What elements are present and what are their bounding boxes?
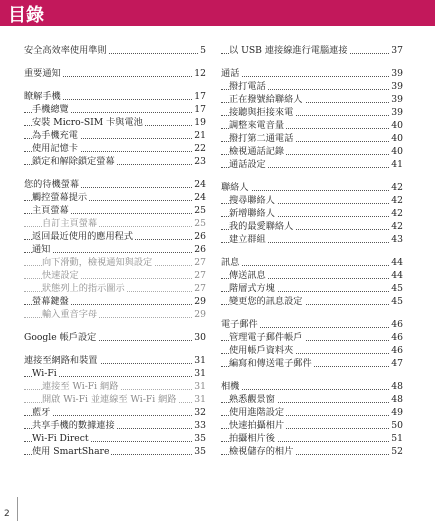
toc-entry-page: 40 (391, 133, 403, 144)
toc-entry-page: 46 (391, 332, 403, 343)
toc-entry-page: 22 (194, 143, 206, 154)
toc-entry-title: 通話設定 (229, 159, 266, 170)
toc-entry-page: 51 (391, 433, 403, 444)
toc-entry-title: 訊息 (221, 257, 240, 268)
toc-entry-page: 43 (391, 234, 403, 245)
section-spacer (24, 321, 206, 331)
toc-section-entry[interactable] (221, 295, 403, 308)
toc-entry-page: 25 (194, 218, 206, 229)
toc-entry-page: 46 (391, 345, 403, 356)
toc-entry-title: 聯絡人 (221, 182, 249, 193)
toc-entry-page: 37 (391, 45, 403, 56)
toc-entry-page: 47 (391, 358, 403, 369)
toc-entry-title: 接聽與拒接來電 (229, 107, 294, 118)
toc-entry-page: 52 (391, 446, 403, 457)
toc-chapter-entry[interactable] (221, 181, 403, 194)
toc-section-entry[interactable] (221, 406, 403, 419)
toc-subsection-entry[interactable] (24, 256, 206, 269)
toc-section-entry[interactable] (221, 220, 403, 233)
toc-section-entry[interactable] (221, 269, 403, 282)
toc-section-entry[interactable] (24, 191, 206, 204)
toc-section-entry[interactable] (221, 357, 403, 370)
toc-section-entry[interactable] (221, 132, 403, 145)
toc-section-entry[interactable] (24, 295, 206, 308)
toc-section-entry[interactable] (221, 194, 403, 207)
toc-entry-title: 螢幕鍵盤 (32, 296, 69, 307)
toc-entry-title: 檢視儲存的相片 (229, 446, 294, 457)
toc-entry-title: 調整來電音量 (229, 120, 285, 131)
toc-entry-title: 返回最近使用的應用程式 (32, 231, 134, 242)
toc-section-entry[interactable] (24, 419, 206, 432)
toc-section-entry[interactable] (221, 93, 403, 106)
toc-section-entry[interactable] (24, 243, 206, 256)
toc-entry-title: 重要通知 (24, 68, 61, 79)
toc-chapter-entry[interactable] (221, 256, 403, 269)
toc-section-entry[interactable] (221, 282, 403, 295)
toc-chapter-entry[interactable] (24, 354, 206, 367)
toc-entry-title: 使用記憶卡 (32, 143, 78, 154)
toc-section-entry[interactable] (221, 207, 403, 220)
toc-entry-title: 編寫和傳送電子郵件 (229, 358, 312, 369)
toc-entry-title: 手機總覽 (32, 104, 69, 115)
toc-entry-page: 46 (391, 319, 403, 330)
toc-entry-title: 鎖定和解除鎖定螢幕 (32, 156, 115, 167)
toc-entry-page: 35 (194, 433, 206, 444)
toc-entry-title: 您的待機螢幕 (24, 179, 80, 190)
toc-entry-page: 30 (194, 332, 206, 343)
toc-entry-title: 相機 (221, 381, 240, 392)
toc-entry-page: 17 (194, 91, 206, 102)
toc-chapter-entry[interactable] (24, 44, 206, 57)
toc-entry-page: 39 (391, 81, 403, 92)
toc-entry-page: 24 (194, 192, 206, 203)
toc-section-entry[interactable] (221, 445, 403, 458)
section-spacer (221, 171, 403, 181)
toc-entry-title: 階層式方塊 (229, 283, 275, 294)
toc-entry-page: 44 (391, 257, 403, 268)
section-spacer (221, 246, 403, 256)
toc-entry-title: 變更您的訊息設定 (229, 296, 303, 307)
toc-section-entry[interactable] (24, 155, 206, 168)
toc-section-entry[interactable] (221, 432, 403, 445)
toc-entry-page: 27 (194, 283, 206, 294)
toc-entry-title: 快速拍攝相片 (229, 420, 285, 431)
toc-chapter-entry[interactable] (24, 67, 206, 80)
toc-section-entry[interactable] (221, 233, 403, 246)
toc-entry-title: 建立群組 (229, 234, 266, 245)
toc-entry-page: 31 (194, 368, 206, 379)
toc-entry-title: Wi-Fi Direct (32, 433, 89, 444)
toc-section-entry[interactable] (24, 103, 206, 116)
toc-chapter-entry[interactable] (221, 380, 403, 393)
toc-entry-title: 狀態列上的指示圖示 (42, 283, 125, 294)
toc-subsection-entry[interactable] (24, 217, 206, 230)
toc-entry-page: 17 (194, 104, 206, 115)
toc-entry-page: 24 (194, 179, 206, 190)
toc-entry-page: 45 (391, 296, 403, 307)
toc-entry-title: 輸入重音字母 (42, 309, 98, 320)
toc-chapter-entry[interactable] (221, 318, 403, 331)
toc-entry-page: 41 (391, 159, 403, 170)
toc-entry-title: 電子郵件 (221, 319, 258, 330)
toc-section-entry[interactable] (24, 230, 206, 243)
toc-entry-title: Google 帳戶設定 (24, 332, 97, 343)
page-title: 目錄 (8, 5, 44, 26)
toc-section-entry[interactable] (24, 204, 206, 217)
toc-entry-title: 快速設定 (42, 270, 79, 281)
toc-entry-title: 使用帳戶資料夾 (229, 345, 294, 356)
section-spacer (24, 80, 206, 90)
toc-section-entry[interactable] (24, 367, 206, 380)
toc-entry-title: 主頁螢幕 (32, 205, 69, 216)
toc-entry-title: 連接至 Wi-Fi 網路 (42, 381, 119, 392)
toc-entry-page: 31 (194, 381, 206, 392)
toc-subsection-entry[interactable] (24, 380, 206, 393)
toc-section-entry[interactable] (221, 119, 403, 132)
toc-entry-page: 25 (194, 205, 206, 216)
toc-section-entry[interactable] (221, 158, 403, 171)
toc-entry-page: 26 (194, 231, 206, 242)
toc-section-entry[interactable] (221, 80, 403, 93)
toc-entry-title: 以 USB 連接線進行電腦連接 (229, 45, 348, 56)
toc-section-entry[interactable] (24, 432, 206, 445)
toc-entry-title: 使用 SmartShare (32, 446, 110, 457)
toc-chapter-entry[interactable] (24, 90, 206, 103)
toc-entry-title: 拍攝相片後 (229, 433, 275, 444)
toc-section-entry[interactable] (221, 419, 403, 432)
toc-entry-page: 49 (391, 407, 403, 418)
toc-subsection-entry[interactable] (24, 393, 206, 406)
toc-entry-page: 23 (194, 156, 206, 167)
toc-entry-title: 檢視通話記錄 (229, 146, 285, 157)
toc-section-entry[interactable] (221, 331, 403, 344)
section-spacer (24, 57, 206, 67)
toc-chapter-entry[interactable] (24, 331, 206, 344)
toc-entry-page: 42 (391, 182, 403, 193)
toc-chapter-entry[interactable] (221, 67, 403, 80)
toc-subsection-entry[interactable] (24, 269, 206, 282)
page-number-divider (17, 497, 18, 521)
toc-entry-page: 29 (194, 309, 206, 320)
toc-entry-title: 傳送訊息 (229, 270, 266, 281)
toc-entry-page: 44 (391, 270, 403, 281)
section-spacer (221, 57, 403, 67)
toc-entry-title: 為手機充電 (32, 130, 78, 141)
toc-entry-page: 39 (391, 107, 403, 118)
toc-entry-title: 使用進階設定 (229, 407, 285, 418)
toc-entry-title: 連接至網路和裝置 (24, 355, 98, 366)
toc-entry-page: 27 (194, 257, 206, 268)
toc-entry-page: 42 (391, 221, 403, 232)
toc-entry-page: 42 (391, 208, 403, 219)
toc-entry-page: 31 (194, 355, 206, 366)
toc-entry-title: 開啟 Wi-Fi 並連線至 Wi-Fi 網路 (42, 394, 177, 405)
toc-entry-title: 熟悉觀景窗 (229, 394, 275, 405)
toc-entry-page: 19 (194, 117, 206, 128)
toc-entry-page: 5 (200, 45, 206, 56)
toc-entry-page: 45 (391, 283, 403, 294)
toc-chapter-entry[interactable] (24, 178, 206, 191)
toc-entry-title: 搜尋聯絡人 (229, 195, 275, 206)
toc-section-entry[interactable] (24, 406, 206, 419)
toc-entry-page: 48 (391, 394, 403, 405)
toc-entry-title: 安裝 Micro-SIM 卡與電池 (32, 117, 143, 128)
toc-section-entry[interactable] (24, 445, 206, 458)
toc-entry-title: 觸控螢幕提示 (32, 192, 88, 203)
toc-entry-title: 瞭解手機 (24, 91, 61, 102)
toc-entry-title: 安全高效率使用準則 (24, 45, 107, 56)
toc-entry-page: 35 (194, 446, 206, 457)
toc-entry-title: 自訂主頁螢幕 (42, 218, 98, 229)
toc-section-entry[interactable] (24, 129, 206, 142)
toc-entry-page: 21 (194, 130, 206, 141)
toc-entry-page: 42 (391, 195, 403, 206)
toc-entry-page: 27 (194, 270, 206, 281)
toc-entry-page: 50 (391, 420, 403, 431)
toc-section-entry[interactable] (221, 393, 403, 406)
toc-entry-title: 新增聯絡人 (229, 208, 275, 219)
toc-section-entry[interactable] (24, 116, 206, 129)
toc-entry-page: 39 (391, 94, 403, 105)
section-spacer (24, 168, 206, 178)
section-spacer (221, 370, 403, 380)
toc-entry-title: 管理電子郵件帳戶 (229, 332, 303, 343)
toc-entry-page: 32 (194, 407, 206, 418)
toc-left-column (24, 44, 206, 458)
toc-right-column (221, 44, 403, 458)
toc-header-banner (0, 0, 435, 26)
toc-entry-title: 撥打第二通電話 (229, 133, 294, 144)
toc-entry-title: 通話 (221, 68, 240, 79)
toc-section-entry[interactable] (221, 106, 403, 119)
toc-entry-page: 39 (391, 68, 403, 79)
toc-subsection-entry[interactable] (24, 282, 206, 295)
toc-entry-page: 31 (194, 394, 206, 405)
toc-entry-page: 40 (391, 120, 403, 131)
toc-section-entry[interactable] (24, 142, 206, 155)
page-number: 2 (4, 509, 10, 519)
toc-entry-page: 48 (391, 381, 403, 392)
toc-entry-title: 正在撥號給聯絡人 (229, 94, 303, 105)
toc-entry-title: 我的最愛聯絡人 (229, 221, 294, 232)
toc-entry-page: 12 (194, 68, 206, 79)
toc-section-entry[interactable] (221, 145, 403, 158)
toc-entry-page: 33 (194, 420, 206, 431)
toc-entry-page: 40 (391, 146, 403, 157)
toc-entry-title: Wi-Fi (32, 368, 57, 379)
toc-entry-page: 26 (194, 244, 206, 255)
toc-section-entry[interactable] (221, 44, 403, 57)
toc-entry-title: 通知 (32, 244, 51, 255)
section-spacer (24, 344, 206, 354)
toc-section-entry[interactable] (221, 344, 403, 357)
toc-entry-page: 29 (194, 296, 206, 307)
toc-entry-title: 共享手機的數據連接 (32, 420, 115, 431)
toc-entry-title: 撥打電話 (229, 81, 266, 92)
toc-subsection-entry[interactable] (24, 308, 206, 321)
toc-entry-title: 藍牙 (32, 407, 51, 418)
section-spacer (221, 308, 403, 318)
toc-entry-title: 向下滑動，檢視通知與設定 (42, 257, 153, 268)
